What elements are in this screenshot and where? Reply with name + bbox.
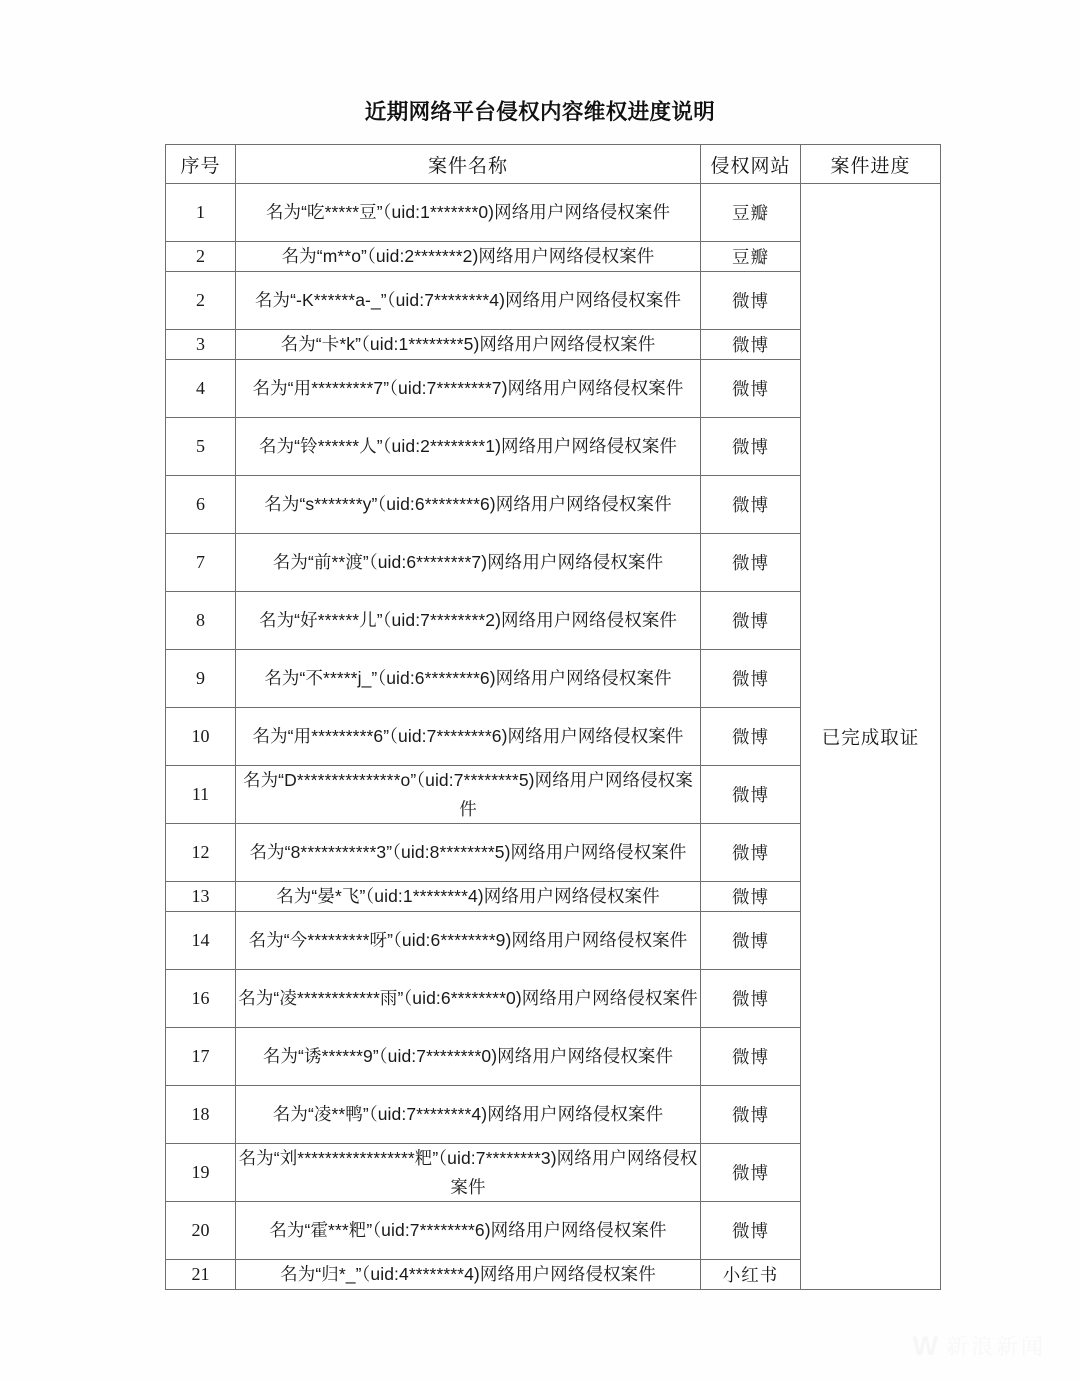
cell-site: 微博: [701, 824, 801, 882]
cell-index: 18: [166, 1086, 236, 1144]
cell-case-name: 名为“凌**鸭”（uid:7********4)网络用户网络侵权案件: [236, 1086, 701, 1144]
cell-index: 4: [166, 360, 236, 418]
cell-site: 微博: [701, 1202, 801, 1260]
cell-case-name: 名为“D***************o”（uid:7********5)网络用户网络侵权案件: [236, 766, 701, 824]
cell-site: 豆瓣: [701, 242, 801, 272]
table-header-row: [166, 145, 941, 184]
cell-case-name: 名为“晏*飞”（uid:1********4)网络用户网络侵权案件: [236, 882, 701, 912]
cell-case-name: 名为“前**渡”（uid:6********7)网络用户网络侵权案件: [236, 534, 701, 592]
column-header-progress: 案件进度: [801, 145, 941, 184]
cell-index: 5: [166, 418, 236, 476]
cell-site: 微博: [701, 1028, 801, 1086]
cell-index: 10: [166, 708, 236, 766]
case-table-container: [165, 144, 940, 1290]
cell-case-name: 名为“凌************雨”（uid:6********0)网络用户网络侵权案件: [236, 970, 701, 1028]
cell-site: 小红书: [701, 1260, 801, 1290]
cell-case-name: 名为“霍***粑”（uid:7********6)网络用户网络侵权案件: [236, 1202, 701, 1260]
table-row: [166, 184, 941, 242]
cell-index: 3: [166, 330, 236, 360]
cell-case-name: 名为“归*_”（uid:4********4)网络用户网络侵权案件: [236, 1260, 701, 1290]
cell-case-name: 名为“m**o”（uid:2*******2)网络用户网络侵权案件: [236, 242, 701, 272]
cell-case-name: 名为“好******儿”（uid:7********2)网络用户网络侵权案件: [236, 592, 701, 650]
cell-case-name: 名为“今*********呀”（uid:6********9)网络用户网络侵权案件: [236, 912, 701, 970]
cell-site: 微博: [701, 912, 801, 970]
cell-case-name: 名为“铃******人”（uid:2********1)网络用户网络侵权案件: [236, 418, 701, 476]
cell-index: 7: [166, 534, 236, 592]
cell-case-name: 名为“用*********7”（uid:7********7)网络用户网络侵权案件: [236, 360, 701, 418]
column-header-case-name: 案件名称: [236, 145, 701, 184]
cell-case-name: 名为“吃*****豆”（uid:1*******0)网络用户网络侵权案件: [236, 184, 701, 242]
cell-site: 微博: [701, 708, 801, 766]
cell-index: 6: [166, 476, 236, 534]
cell-index: 1: [166, 184, 236, 242]
cell-site: 微博: [701, 272, 801, 330]
case-table: [165, 144, 941, 1290]
cell-site: 微博: [701, 592, 801, 650]
table-body: [166, 184, 941, 1290]
cell-index: 14: [166, 912, 236, 970]
cell-index: 8: [166, 592, 236, 650]
cell-case-name: 名为“诱******9”（uid:7********0)网络用户网络侵权案件: [236, 1028, 701, 1086]
cell-index: 20: [166, 1202, 236, 1260]
cell-index: 21: [166, 1260, 236, 1290]
cell-index: 2: [166, 242, 236, 272]
cell-index: 17: [166, 1028, 236, 1086]
column-header-site: 侵权网站: [701, 145, 801, 184]
cell-index: 13: [166, 882, 236, 912]
cell-index: 9: [166, 650, 236, 708]
cell-site: 微博: [701, 970, 801, 1028]
cell-index: 19: [166, 1144, 236, 1202]
cell-site: 微博: [701, 330, 801, 360]
cell-site: 微博: [701, 418, 801, 476]
watermark: [913, 1333, 1047, 1360]
cell-site: 微博: [701, 1086, 801, 1144]
watermark-label: 新浪新闻: [945, 1333, 1046, 1359]
watermark-logo-icon: W: [912, 1331, 937, 1361]
cell-case-name: 名为“卡*k”（uid:1********5)网络用户网络侵权案件: [236, 330, 701, 360]
cell-index: 12: [166, 824, 236, 882]
cell-site: 微博: [701, 650, 801, 708]
cell-case-name: 名为“刘*****************粑”（uid:7********3)网络用户网络侵权案件: [236, 1144, 701, 1202]
cell-case-name: 名为“-K******a-_”（uid:7********4)网络用户网络侵权案件: [236, 272, 701, 330]
cell-case-name: 名为“s*******y”（uid:6********6)网络用户网络侵权案件: [236, 476, 701, 534]
cell-index: 16: [166, 970, 236, 1028]
page-title: 近期网络平台侵权内容维权进度说明: [364, 100, 716, 124]
cell-site: 微博: [701, 534, 801, 592]
cell-site: 微博: [701, 1144, 801, 1202]
cell-site: 微博: [701, 476, 801, 534]
cell-site: 豆瓣: [701, 184, 801, 242]
column-header-index: 序号: [166, 145, 236, 184]
cell-case-name: 名为“用*********6”（uid:7********6)网络用户网络侵权案件: [236, 708, 701, 766]
cell-index: 11: [166, 766, 236, 824]
cell-site: 微博: [701, 360, 801, 418]
cell-progress: 已完成取证: [801, 184, 941, 1290]
cell-case-name: 名为“不*****j_”（uid:6********6)网络用户网络侵权案件: [236, 650, 701, 708]
cell-index: 2: [166, 272, 236, 330]
cell-site: 微博: [701, 882, 801, 912]
cell-case-name: 名为“8***********3”（uid:8********5)网络用户网络侵权案件: [236, 824, 701, 882]
cell-site: 微博: [701, 766, 801, 824]
